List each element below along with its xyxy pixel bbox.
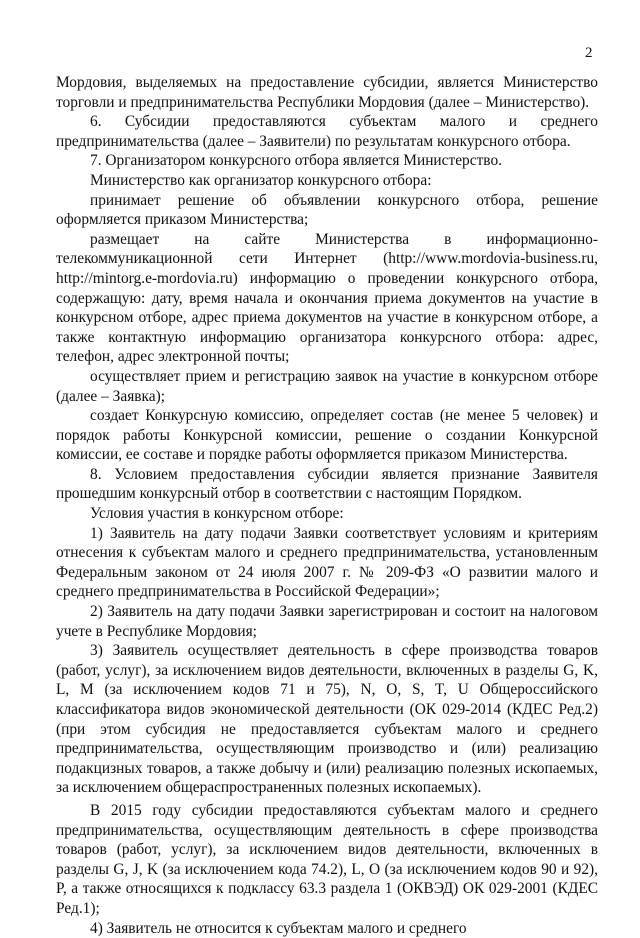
paragraph-item-7: 7. Организатором конкурсного отбора является Министерство. [90,152,503,170]
document-body [56,73,598,938]
paragraph-application-intake: осуществляет прием и регистрацию заявок на участие в конкурсном отборе (далее – Заявка); [56,367,598,405]
paragraph-condition-3: 3) Заявитель осуществляет деятельность в сфере производства товаров (работ, услуг), за исключением видов деятельности, включенных в разделы G, K, L, M (за исключением кодов 71 и 75), N, O, S, T, U Общероссийского классификатора видов экономической деятельности (ОК 029-2014 (КДЕС Ред.2) (при этом субсидия не предоставляется субъектам малого и среднего предпринимательства, осуществляющим производство и (или) реализацию подакцизных товаров, а также добычу и (или) реализацию полезных ископаемых, за исключением общераспространенных полезных ископаемых). [56,642,598,797]
paragraph-item-8: 8. Условием предоставления субсидии является признание Заявителя прошедшим конкурсный отбор в соответствии с настоящим Порядком. [56,465,598,503]
paragraph-website-info: размещает на сайте Министерства в информационно-телекоммуникационной сети Интернет (http://www.mordovia-business.ru, http://mintorg.e-mordovia.ru) информацию о проведении конкурсного отбора, содержащую: дату, время начала и окончания приема документов на участие в конкурсном отборе, адрес приема документов на участие в конкурсном отборе, а также контактную информацию организатора конкурсного отбора: адрес, телефон, адрес электронной почты; [56,230,598,366]
page-number: 2 [585,45,593,61]
paragraph-ministry-role: Министерство как организатор конкурсного отбора: [90,171,432,189]
paragraph-2015-subsidies: В 2015 году субсидии предоставляются субъектам малого и среднего предпринимательства, осуществляющим деятельность в сфере производства товаров (работ, услуг), за исключением видов деятельности, включенных в разделы G, J, K (за исключением кода 74.2), L, O (за исключением кодов 90 и 92), P, а также относящихся к подклассу 63.3 раздела 1 (ОКВЭД) ОК 029-2001 (КДЕС Ред.1); [56,801,598,917]
paragraph-participation-conditions: Условия участия в конкурсном отборе: [90,505,344,523]
paragraph-ministry-continuation: Мордовия, выделяемых на предоставление субсидии, является Министерство торговли и предпринимательства Республики Мордовия (далее – Министерство). [56,74,598,111]
paragraph-decision: принимает решение об объявлении конкурсного отбора, решение оформляется приказом Министерства; [56,191,598,229]
paragraph-condition-1: 1) Заявитель на дату подачи Заявки соответствует условиям и критериям отнесения к субъектам малого и среднего предпринимательства, установленным Федеральным законом от 24 июля 2007 г. № 209-ФЗ «О развитии малого и среднего предпринимательства в Российской Федерации»; [56,524,598,601]
paragraph-item-6: 6. Субсидии предоставляются субъектам малого и среднего предпринимательства (далее – Заявители) по результатам конкурсного отбора. [56,113,598,150]
paragraph-condition-2: 2) Заявитель на дату подачи Заявки зарегистрирован и состоит на налоговом учете в Республике Мордовия; [56,603,598,640]
paragraph-condition-4: 4) Заявитель не относится к субъектам малого и среднего [90,919,467,937]
paragraph-commission: создает Конкурсную комиссию, определяет состав (не менее 5 человек) и порядок работы Конкурсной комиссии, решение о создании Конкурсной комиссии, ее составе и порядке работы оформляется приказом Министерства. [56,407,598,464]
